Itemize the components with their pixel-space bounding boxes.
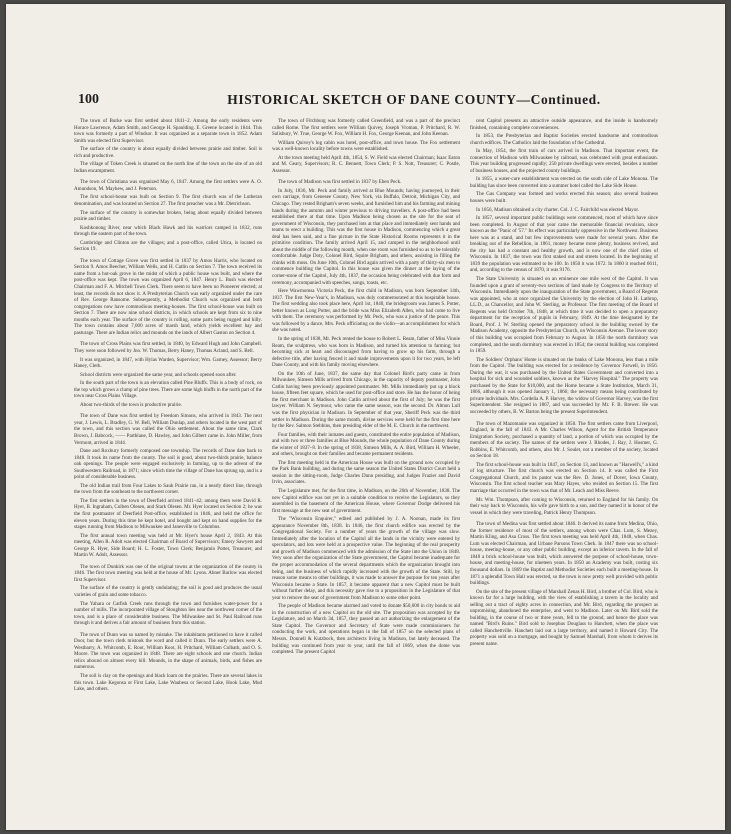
- paragraph: Dane and Roxbury formerly composed one township. The records of Dane date back to 1848. It took its name from the county. The soil is good, about two-thirds prairie, balance oak openings. The people were engaged exclusively in farming, up to the advent of the Southwestern Railroad, in 1871; since which time the village of Dane has sprung up, and is a point of considerable business.: [74, 448, 262, 481]
- text-column-3: [470, 118, 658, 794]
- paragraph: The first annual town meeting was held at Mr. Hyer's house April 2, 1843. At this meeting, Allen R. Adolt was elected Chairman of Board of Supervisors; Emery Sawyers and George R. Hyer, Side Board; H. L. Foster, Town Clerk; Benjamin Potter, Treasurer, and Martin W. Adolt, Assessor.: [74, 532, 262, 559]
- running-title: HISTORICAL SKETCH OF DANE COUNTY—Continued.: [227, 92, 601, 107]
- paragraph: On the site of the present village of Marshall Zenas H. Bird, a brother of Col. Bird, who is known far for a large building, with the view of establishing a tavern in the locality and selling out a tract of eighty acres in connection, and Mr. Bird, regarding the prospect as unpromising, abandoned the enterprise, and went to Madison. Later on Mr. Bird sold the building, in the course of two or three years, fell to the ground, and hence the place was named "Bird's Ruins." Bird sold to Josephus Douglass to Hanchett, when the place was called Hanchettville. Hanchett laid out a large territory, and named it Howard City. The property was sold on a mortgage, and bought by Samuel Marshall, from whom it derives its present name.: [470, 588, 658, 648]
- text-column-1: [74, 118, 262, 794]
- paragraph: The village of Token Creek is situated on the north line of the town on the site of an old Indian encampment.: [74, 161, 262, 174]
- paragraph: The town of Dane was first settled by Freedom Simons, who arrived in 1843. The next year, J. Lewis, L. Bradley, G. W. Bell, William Dunlap, and others located in the west part of the town, and this section was called the Ohio settlement. About the same time, Clark Brown, J. Babcock, —— Parthlane, D. Hawley, and John Gilbert came in. John Miller, from Vermont, arrived in 1844.: [74, 413, 262, 446]
- paragraph: The old Indian trail from Four Lakes to Sauk Prairie ran, in a nearly direct line, through the town from the southeast to the northwest corner.: [74, 482, 262, 496]
- paragraph: The State University is situated on an eminence one mile west of the Capitol. It was founded upon a grant of seventy-two sections of land made by Congress to the Territory of Wisconsin. Immediately upon the inauguration of the State government, a Board of Regents was appointed, who at once organized the University by the election of John H. Lathrop, LL.D., as Chancellor, and John W. Sterling, as Professor. The first meeting of the Board of Regents was held October 7th, 1848, at which time it was decided to open a preparatory department for the reception of pupils in February, 1849. At the time designated by the Board, Prof. J. W. Sterling opened the preparatory school in the building owned by the Madison Academy, opposite the Presbyterian Church, on Wisconsin Avenue. The lower story of this building was occupied from February to August. In 1850 the north dormitory was completed, and the south dormitory was erected in 1854; the central building was completed in 1859.: [470, 276, 658, 355]
- paragraph: The town of Christiana was organized May 6, 1847. Among the first settlers were A. O. Amundson, M. Mayhew, and J. Peterson.: [74, 179, 262, 192]
- paragraph: The surface of the country is about equally divided between prairie and timber. Soil is rich and productive.: [74, 146, 262, 159]
- paragraph: The "Wisconsin Enquirer," edited and published by J. A. Noonan, made its first appearance November 8th, 1838. In 1846, the first church edifice was erected by the Congregational Society. For a number of years the growth of the village was slow. Immediately after the location of the Capitol all the lands in the vicinity were entered by speculators, and lots were held at a prospective value. The beginning of the real prosperity and growth of Madison commenced with the admission of the State into the Union in 1848. Very soon after the organization of the State government, the Capitol became inadequate for the proper accommodation of the several departments which the organization brought into being, and the business of which rapidly increased with the growth of the State. Still, by reason some means to other buildings, it was made to answer the purpose for ten years after Wisconsin became a State. In 1857, it became apparent that a new Capitol must be built without further delay, and this necessity gave rise to a proposition in the Legislature of that year to remove the seat of government from Madison to some other point.: [272, 516, 460, 601]
- paragraph: On the 10th of June, 1837, the same day that Colonel Bird's party came in from Milwaukee, Simeon Mills arrived from Chicago, in the capacity of deputy postmaster, John Catlin having been previously appointed postmaster. Mr. Mills immediately put up a block house, fifteen feet square, which he used for post-office and store. He has the honor of being the first merchant in Madison. John Catlin arrived about the first of July; he was the first lawyer. William N. Seymour, who came the same season, was the second. Dr. Almon Lull was the first physician in Madison. In September of that year, Sheriff Peck was the third settler in Madison. During the same month, divine services were held for the first time here by the Rev. Salmon Stebbins, then presiding elder of the M. E. Church in the northwest.: [272, 370, 460, 430]
- paragraph: cent Capitol presents an attractive outside appearance, and the inside is handsomely finished, containing complete conveniences.: [470, 118, 658, 131]
- paragraph: The town of Dunkirk was one of the original towns at the organization of the county in 1846. The first town meeting was held at the house of Mr. Lyons. Abner Barlow was elected first Supervisor.: [74, 563, 262, 583]
- paragraph: The town of Cross Plains was first settled, in 1840, by Edward Hugh and John Campbell. They were soon followed by Jno. W. Thomas, Berry Haney, Thomas Acland, and S. Bell.: [74, 341, 262, 354]
- paragraph: In July, 1836, Mr. Peck and family arrived at Blue Mounds; having journeyed, in their own carriage, from Genesee County, New York, via Buffalo, Detroit, Michigan City, and Chicago. They rested Brigham's seven weeks, and furnished him and his farming and mining hands during the autumn and winter previous to driving travellers. A post-office had been established there at that time. Upon Madison being chosen as the site for the seat of government of Wisconsin, they purchased lots at that place and immediately sent hands and teams to erect a building. This was the first house in Madison, commencing which a great deal has been said, and a fine picture in the State Historical Rooms represents it in the primitive condition. The family arrived April 15, and camped in the neighborhood until about the middle of the following month, when one room was furnished so as to be tolerably comfortable. Judge Doty, Colonel Bird, Squire Brigham, and others, assisting in filling the chinks with moss. On June 10th, Colonel Bird again arrived with a party of thirty-six men to commence building the Capitol. In this house was given the dinner at the laying of the corner-stone of the Capitol, July 4th, 1837, the occasion being celebrated with due form and ceremony, accompanied with speeches, songs, toasts, etc.: [272, 187, 460, 286]
- paragraph: Here Wawmomsa Victoria Peck, the first child in Madison, was born September 14th, 1837. The first New-Year's, in Madison, was duly commemorated at this hospitable house. The first wedding also took place here, April 1st, 1840, the bridegroom was James S. Potter, better known as Long Potter, and the bride was Miss Elizabeth Allen, who had come to live with them. The ceremony was performed by Mr. Peck, who was a justice of the peace. This was followed by a dance, Mrs. Peck officiating on the violin—an accomplishment for which she was noted.: [272, 288, 460, 334]
- paragraph: The soil is clay on the openings and black loam on the prairies. There are several lakes in this town. Lake Kegonsa or First Lake, Lake Waubesa or Second Lake, Hook Lake, Mud Lake, and others.: [74, 673, 262, 693]
- paragraph: In May, 1854, the first train of cars arrived in Madison. That important event, the connection of Madison with Milwaukee by railroad, was celebrated with great enthusiasm. This year building progressed rapidly; 250 private dwellings were erected, besides a number of business houses, and the projected county buildings.: [470, 148, 658, 174]
- paragraph: Cambridge and Clinton are the villages; and a post-office, called Utica, is located on Section 19.: [74, 239, 262, 253]
- text-columns: [74, 118, 658, 794]
- paragraph: The people of Madison became alarmed and voted to donate $50,000 in city bonds to aid in the construction of a new Capitol on the old site. The proposition was accepted by the Legislature, and on March 3d, 1857, they passed an act authorizing the enlargement of the State Capitol. The Governor and Secretary of State were made commissioners for conducting the work, and operations began in the fall of 1857 on the selected plans of Messrs. Donnell & Kutzbock, then architects living in Madison, but lately deceased. The building was continued from year to year, until the fall of 1869, when the dome was completed. The present Capitol: [272, 603, 460, 656]
- paragraph: The town of Madison was first settled in 1837 by Eben Peck.: [278, 179, 402, 186]
- paragraph: In 1856, Madison obtained a city charter. Col. J. C. Fairchild was elected Mayor.: [476, 206, 640, 213]
- paragraph: It was organized, in 1847, with Hylas Warden, Supervisor; Wm. Garney, Assessor; Berry Haney, Clerk.: [74, 356, 262, 370]
- paragraph: In 1855, a water-cure establishment was erected on the south side of Lake Monona. The building has since been converted into a summer hotel called the Lake Side House.: [470, 176, 658, 189]
- paragraph: In 1853, the Presbyterian and Baptist Societies erected handsome and commodious church edifices. The Catholics laid the foundation of the Cathedral.: [470, 133, 658, 146]
- paragraph: The first school-house was built on Section 9. The first church was of the Lutheran denomination, and was located on Section 27. The first preacher was a Mr. Dietrichson.: [74, 194, 262, 208]
- page-number: 100: [78, 92, 99, 107]
- paragraph: School districts were organized the same year, and schools opened soon after.: [80, 371, 237, 378]
- paragraph: In the spring of 1838, Mr. Peck rented the house to Robert L. Ream, father of Miss Vinnie Ream, the sculptress, who was born in Madison, and turned his attention to farming; but becoming sick at heart and discouraged from having to grow up his farm, through a defective title, after having fenced it and made improvements upon it for two years, he left Dane County, and with his family moving elsewhere.: [272, 335, 460, 369]
- paragraph: The Soldiers' Orphans' Home is situated on the banks of Lake Monona, less than a mile from the Capitol. The building was erected for a residence by Governor Farwell, in 1856. During the war, it was purchased by the United States Government and converted into a hospital for sick and wounded soldiers, known as the "Harvey Hospital." The property was purchased by the State for $10,000, and the Home became a State Institution, March 31, 1866, although it was opened January 1, 1866; the necessary means being contributed by private individuals. Mrs. Cordelia A. P. Harvey, the widow of Governor Harvey, was the first Superintendent. She resigned in 1867, and was succeeded by Mr. F. B. Brewer. He was succeeded by others, B. W. Barton being the present Superintendent.: [470, 356, 658, 415]
- paragraph: The town of Cottage Grove was first settled in 1837 by Amos Harris, who located on Section 9. Amos Beecher, William Wells, and H. Catlin on Section 7. The town received its name from a hut-oak grove in the midst of which a public house was built, and where the post-office was kept. The town was organized April 6, 1847. Henry L. Bush was elected Chairman and F. A. Mitchell Town Clerk. There seem to have been no Pioneerer elected; at least, the records do not show it. A Presbyterian Church was early organized under the care of Rev. George Ransome. Subsequently, a Methodist Church was organized and both congregations now have commodious meeting-houses. The first school-house was built on Section 7. There are now nine school districts, in which schools are kept from six to nine months each year. The surface of the country is rolling, some parts being rugged and hilly. The town contains about 7,000 acres of marsh land, which yields excellent hay and pasturage. There are Indian relics and mounds on the lands of Albert Gaston on Section 4.: [74, 257, 262, 336]
- paragraph: William Quivey's log cabin was hotel, post-office, and town house. The Fox settlement was a well-known locality before towns were established.: [272, 139, 460, 153]
- paragraph: The Legislature met, for the first time, in Madison, on the 26th of November, 1838. The new Capitol edifice was not yet in a suitable condition to receive the Legislators, so they assembled in the basement of the American House, where Governor Dodge delivered his first message at the new seat of government.: [272, 487, 460, 514]
- paragraph: The Gas Company was formed and works erected this season; also several business houses were built.: [470, 191, 658, 205]
- paragraph: The town of Medina was first settled about 1846. It derived its name from Medina, Ohio, the former residence of most of the settlers, among whom were Chas. Lum, S. Mezey, Martin Kling, and Asa Cross. The first town meeting was held April 4th, 1848, when Chas. Lum was elected Chairman, and Urbane Parsons Town Clerk. In 1847 there was no school-house, meeting-house, or any other public building, except an inferior tavern. In the fall of 1848 a brick school-house was built, which answered the purpose of school-house, town-house, and meeting-house, for nineteen years. In 1850 an Academy was built, costing six thousand dollars. In 1869 the Baptist and Methodist Societies each built a meeting-house. In 1871 a splendid Town Hall was erected, so the town is now pretty well provided with public buildings.: [470, 521, 658, 587]
- paragraph: The first meeting held in the American House was built on the ground now occupied by the Park Bank building, and during the same season the United States District Court held a session in the sitting-room, Judge Charles Dunn presiding, and Judges Frazier and David Irvin, associates.: [272, 459, 460, 486]
- paragraph: The first settlers in the town of Deerfield arrived 1841–42; among them were David R. Hyer, B. Ingraham, Colben Olesen, and Stark Olesen. Mr. Hyer located on Section 2; he was the first postmaster of Deerfield Post-office, established in 1846, and held the office for eleven years. During this time he kept hotel, and bought and kept on hand supplies for the stages running from Madison to Milwaukee and Janesville to Columbus.: [74, 497, 262, 531]
- page-header: [72, 92, 666, 112]
- paragraph: The surface of the country is somewhat broken, being about equally divided between prairie and timber.: [74, 209, 262, 223]
- paragraph: The surface of the country is gently undulating; the soil is good and produces the usual varieties of grain and some tobacco.: [74, 585, 262, 598]
- paragraph: Koshkonong River, near which Black Hawk and his warriors camped in 1832, runs through the eastern part of the town.: [74, 224, 262, 238]
- paragraph: In 1857, several important public buildings were commenced, most of which have since been completed. In August of that year came the memorable financial revulsion, since known as the "Panic of '57." Its effect was particularly oppressive in the Northwest. Business here was at a stand, and but few improvements were made for several years. After the breaking out of the Rebellion, in 1861, money became more plenty, business revived, and the city has had a constant and healthy growth, and is now one of the chief cities of Wisconsin. In 1837, the town was first staked out and streets located. In the beginning of 1839 the population was estimated to be 100. In 1850 it was 1672. In 1860 it reached 6611, and, according to the census of 1870, it was 9176.: [470, 215, 658, 274]
- paragraph: The town of Mazomanie was organized in 1858. The first settlers came from Liverpool, England, in the fall of 1843. A Mr. Charles Wilson, Agent for the British Temperance Emigration Society, purchased a quantity of land, a portion of which was occupied by the members of the society. The names of the settlers were J. Rhodes, J. Ray, J. Hosmer, G. Robbins, E. Whitcomb, and others, also Mr. J. Soulet, not a member of the society, located on Section 18.: [470, 420, 658, 460]
- paragraph: About two-thirds of the town is productive prairie.: [80, 401, 183, 408]
- paragraph: At the town meeting held April 4th, 1854, S. W. Field was elected Chairman; Isaac Eaton and M. Geary, Supervisors; R. C. Bennett, Town Clerk; P. S. Nott, Treasurer; C. Postle, Assessor.: [272, 154, 460, 174]
- text-column-2: [272, 118, 460, 794]
- paragraph: Four families, with their inmates and guests, constituted the entire population of Madison, and with two or three families at Blue Mounds, the whole population of Dane County during the winter of 1837–8. In the spring of 1838, Simeon Mills, A. A. Bird, William H. Wheeler, and others, brought on their families and became permanent residents.: [272, 431, 460, 458]
- paragraph: The Yahara or Catfish Creek runs through the town and furnishes water-power for a number of mills. The incorporated village of Stoughton lies near the northwest corner of the town, and is a place of considerable business. The Milwaukee and St. Paul Railroad runs through it and derives a fair amount of business from this station.: [74, 600, 262, 627]
- paragraph: The town of Fitchburg was formerly called Greenfield, and was a part of the precinct called Rome. The first settlers were William Quivey, Joseph Vroman, P. Pritchard, R. W. Salisbury, W. True, George W. Fox, William H. Fox, George Keenan, and John Keenan.: [272, 118, 460, 138]
- document-page: [6, 4, 725, 830]
- paragraph: The first school-house was built in 1847, on Section 13, and known as "Haswell's," a kind of log structure. The first church was erected on Section 14. It was called the First Congregational Church, and its pastor was the Rev. D. Jones, of Dover, Iowa County, Wisconsin. The first school teacher was Mary Hayes, who resided on Section 15. The first marriage that occurred in the town was that of Mr. Leach and Miss Reeve.: [470, 461, 658, 494]
- paragraph: The town of Burke was first settled about 1841–2. Among the early residents were Horace Lawrence, Adam Smith, and George H. Spaulding. E. Greene located in 1844. This town was formerly a part of Windsor. It was organized as a separate town in 1852. Adam Smith was elected first Supervisor.: [74, 118, 262, 144]
- paragraph: The town of Dunn was so named by mistake. The inhabitants petitioned to have it called Door, but the town clerk mistook the word and called it Dunn. The early settlers were A. Westbarry, A. Whitcomb, E. Root, William Root, H. Pritchard, William Colbath, and O. S. Moore. The town was organized in 1848. There are eight schools and one church. Indian relics abound on almost every hill. Mounds, in the shape of animals, birds, and fishes are numerous.: [74, 631, 262, 671]
- paragraph: In the south part of the town is an elevation called Pine Bluffs. This is a body of rock, on the top which grows a clump of pine trees. There are some high bluffs in the north part of the town near Cross Plains Village.: [74, 380, 262, 400]
- paragraph: Mr. Wm. Thompson, after coming to Wisconsin, returned to England for his family. On their way back to Wisconsin, his wife gave birth to a son, and they named it in honor of the vessel in which they were traveling, Patrick Henry Thompson.: [470, 496, 658, 516]
